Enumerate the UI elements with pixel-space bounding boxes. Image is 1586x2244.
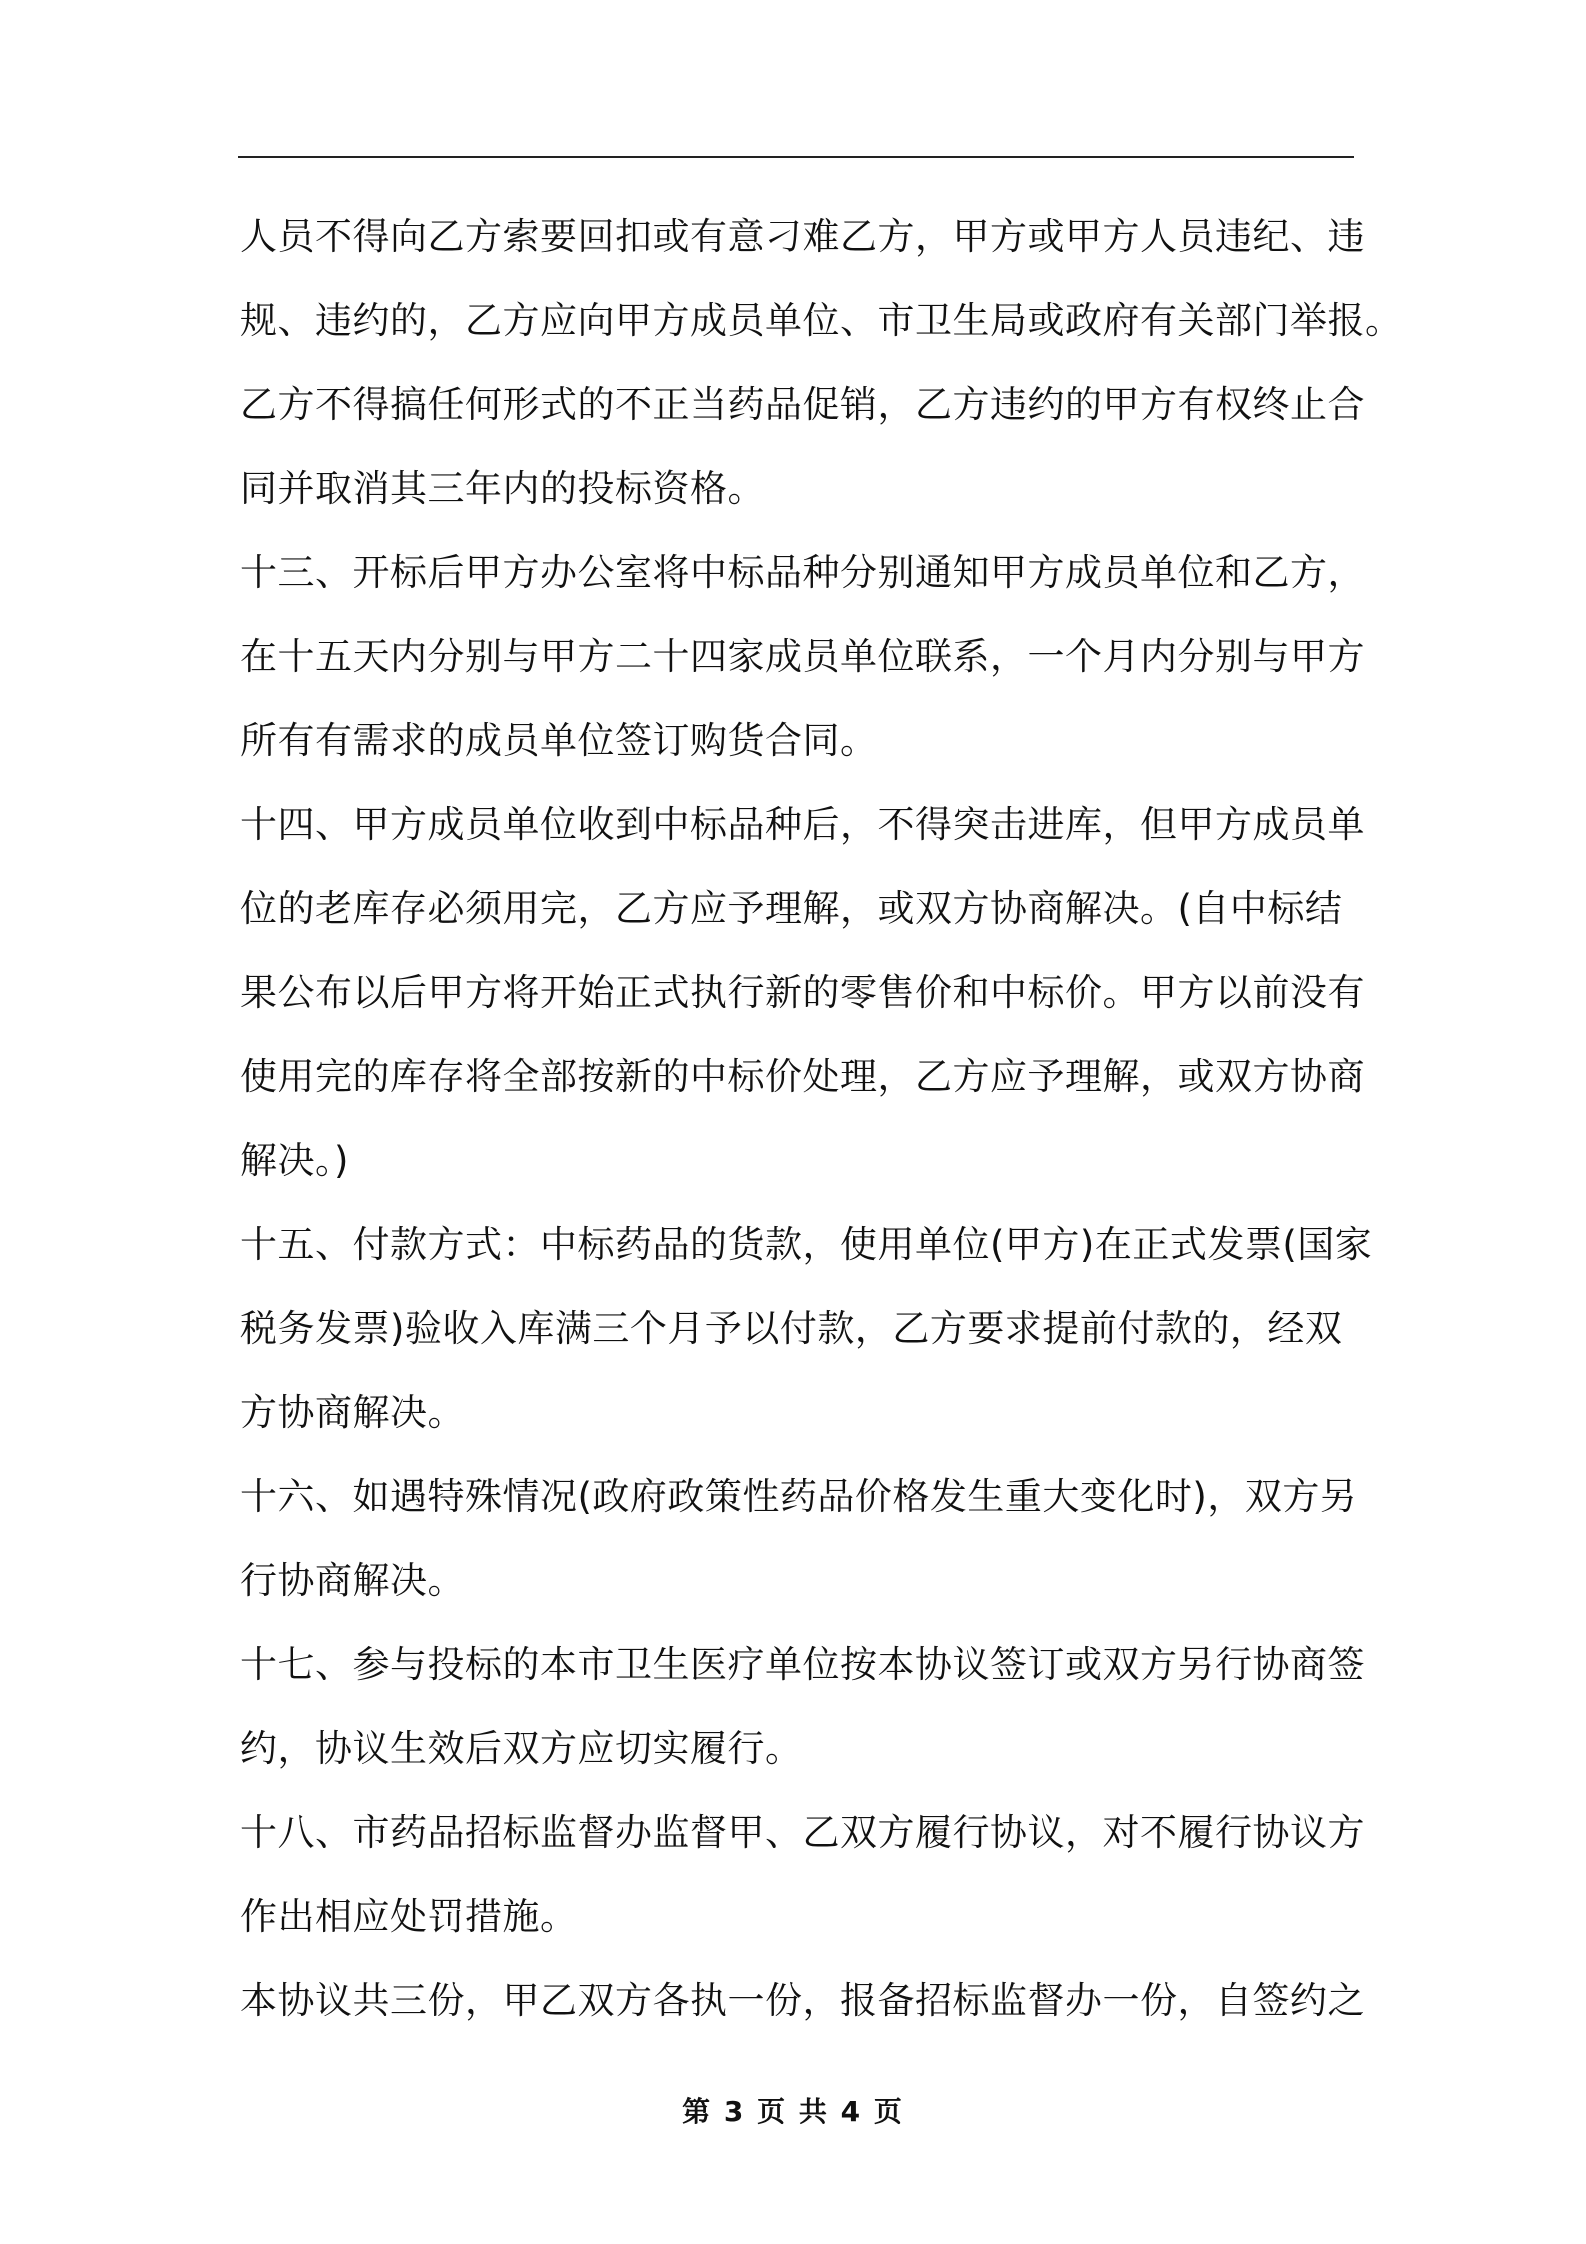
text-line: 规、违约的，乙方应向甲方成员单位、市卫生局或政府有关部门举报。 — [240, 299, 1403, 342]
text-line: 本协议共三份，甲乙双方各执一份，报备招标监督办一份，自签约之 — [240, 1979, 1365, 2022]
text-line: 十四、甲方成员单位收到中标品种后，不得突击进库，但甲方成员单 — [240, 803, 1365, 846]
text-line: 解决。) — [240, 1139, 349, 1182]
text-line: 在十五天内分别与甲方二十四家成员单位联系，一个月内分别与甲方 — [240, 635, 1365, 678]
text-line: 果公布以后甲方将开始正式执行新的零售价和中标价。甲方以前没有 — [240, 971, 1365, 1014]
header-rule — [238, 156, 1354, 158]
text-line: 行协商解决。 — [240, 1559, 465, 1602]
text-line: 人员不得向乙方索要回扣或有意刁难乙方，甲方或甲方人员违纪、违 — [240, 215, 1365, 258]
text-line: 使用完的库存将全部按新的中标价处理，乙方应予理解，或双方协商 — [240, 1055, 1365, 1098]
text-line: 十三、开标后甲方办公室将中标品种分别通知甲方成员单位和乙方， — [240, 551, 1365, 594]
text-line: 所有有需求的成员单位签订购货合同。 — [240, 719, 878, 762]
text-line: 税务发票)验收入库满三个月予以付款，乙方要求提前付款的，经双 — [240, 1307, 1343, 1350]
text-line: 十七、参与投标的本市卫生医疗单位按本协议签订或双方另行协商签 — [240, 1643, 1365, 1686]
text-line: 方协商解决。 — [240, 1391, 465, 1434]
body-text — [240, 195, 1403, 2043]
text-line: 同并取消其三年内的投标资格。 — [240, 467, 765, 510]
text-line: 约，协议生效后双方应切实履行。 — [240, 1727, 803, 1770]
text-line: 十六、如遇特殊情况(政府政策性药品价格发生重大变化时)，双方另 — [240, 1475, 1358, 1518]
text-line: 位的老库存必须用完，乙方应予理解，或双方协商解决。(自中标结 — [240, 887, 1343, 930]
text-line: 乙方不得搞任何形式的不正当药品促销，乙方违约的甲方有权终止合 — [240, 383, 1365, 426]
text-line: 作出相应处罚措施。 — [240, 1895, 578, 1938]
text-line: 十八、市药品招标监督办监督甲、乙双方履行协议，对不履行协议方 — [240, 1811, 1365, 1854]
text-line: 十五、付款方式：中标药品的货款，使用单位(甲方)在正式发票(国家 — [240, 1223, 1373, 1266]
page-number-footer: 第 3 页 共 4 页 — [682, 2095, 904, 2128]
